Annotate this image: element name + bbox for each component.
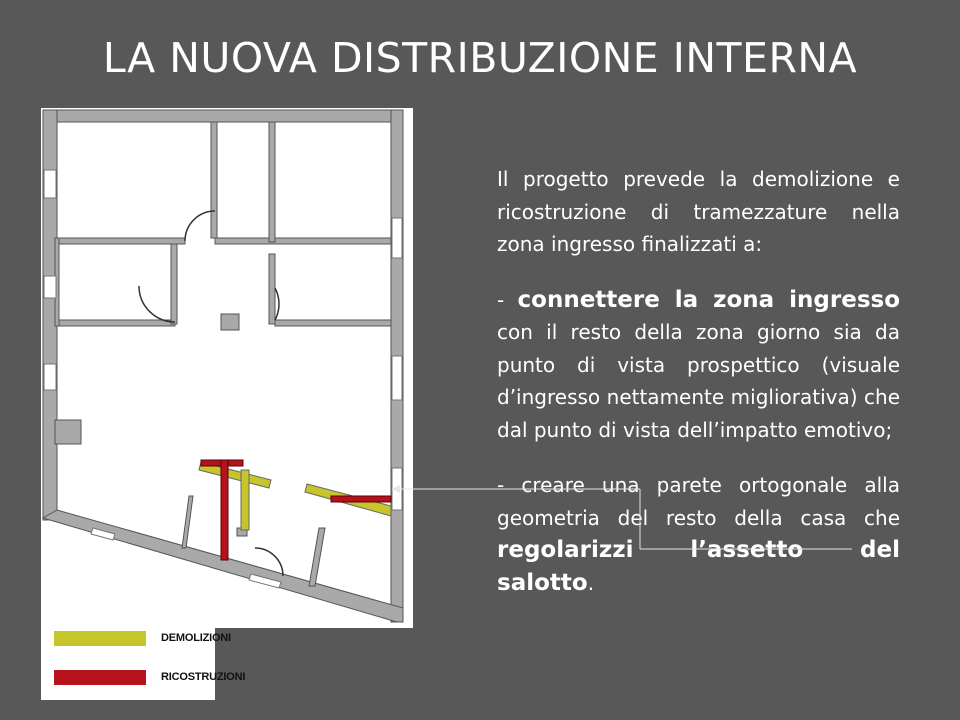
window-left-3 [44,364,56,390]
demolition-3 [241,470,249,530]
wall-int-6 [269,122,275,242]
window-right-2 [392,356,402,400]
legend-label-demolition: DEMOLIZIONI [161,632,231,644]
bullet-2-end: . [587,570,595,595]
bullet-2-bold: regolarizzi l’assetto del salotto [497,537,900,596]
wall-int-5 [211,122,217,238]
window-right-3 [392,468,402,510]
wall-niche [55,420,81,444]
door-3 [275,288,279,320]
reconstruction-2 [221,460,228,560]
wall-int-11 [309,528,325,586]
wall-int-2 [215,238,391,244]
wall-int-7 [171,244,177,324]
slide-title: LA NUOVA DISTRIBUZIONE INTERNA [102,34,858,82]
wall-int-3 [57,320,175,326]
door-2 [139,286,175,322]
wall-int-10 [182,496,193,548]
wall-int-4 [275,320,391,326]
bullet-1-bold: connettere la zona ingresso [517,286,900,313]
wall-top [43,110,403,122]
window-left-1 [44,170,56,198]
window-left-2 [44,276,56,298]
legend-swatch-demolition [54,631,146,646]
window-right-1 [392,218,402,258]
reconstruction-3 [331,496,391,502]
legend-swatch-reconstruction [54,670,146,685]
bullet-1 [497,284,900,447]
wall-int-8 [269,254,275,324]
floor-plan-drawing [41,108,413,628]
description-text [497,163,900,599]
bullet-2-text: - creare una parete ortogonale alla geometria del resto della casa che [497,473,900,530]
door-swings [139,211,283,576]
intro-paragraph: Il progetto prevede la demolizione e ricostruzione di tramezzature nella zona ingresso finalizzati a: [497,167,900,256]
legend-label-reconstruction: RICOSTRUZIONI [161,671,246,683]
legend [41,620,246,700]
bullet-1-rest: con il resto della zona giorno sia da punto di vista prospettico (visuale d’ingresso nettamente migliorativa) che dal punto di vista dell’impatto emotivo; [497,320,900,442]
bullet-1-prefix: - [497,287,518,312]
bullet-2 [497,469,900,599]
pillar [221,314,239,330]
wall-int-1 [57,238,185,244]
floor-plan [41,108,413,628]
